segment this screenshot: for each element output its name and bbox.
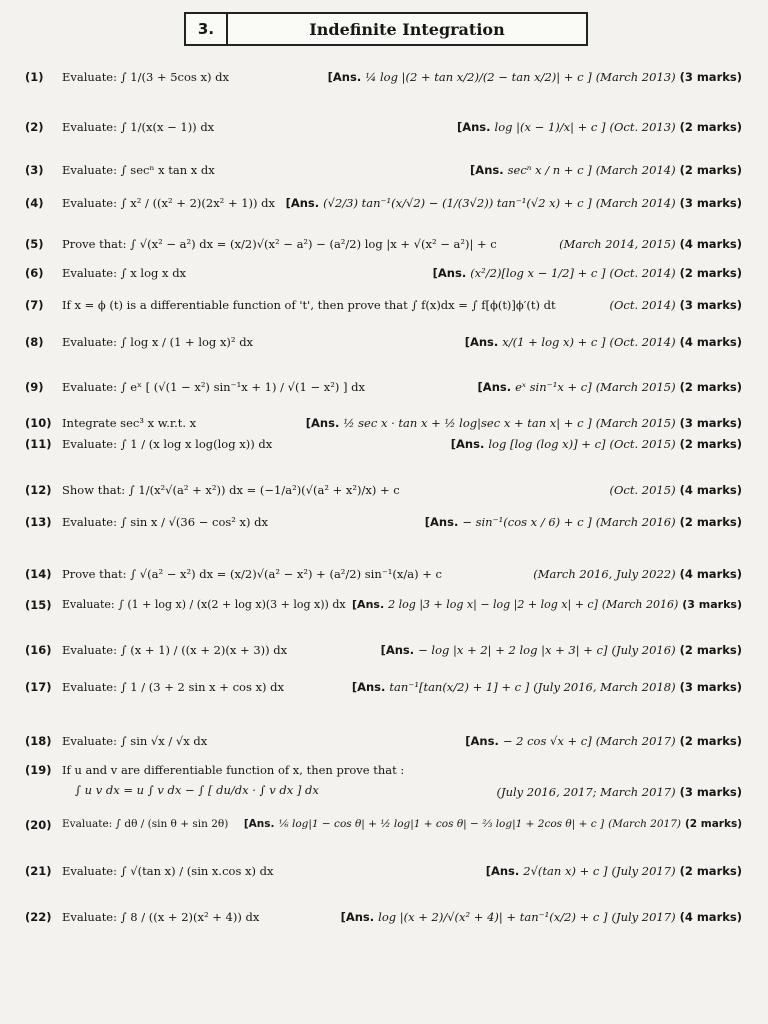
answer-block bbox=[352, 680, 742, 694]
question-text: Evaluate: ∫ (1 + log x) / (x(2 + log x)(3 + log x)) dx bbox=[62, 598, 346, 611]
question-text: Evaluate: ∫ 1 / (3 + 2 sin x + cos x) dx bbox=[62, 680, 284, 694]
marks-badge: (2 marks) bbox=[679, 380, 742, 394]
marks-badge: (2 marks) bbox=[679, 266, 742, 280]
answer-label: [Ans. bbox=[305, 416, 340, 430]
question-item bbox=[0, 237, 768, 261]
answer-text: secⁿ x / n + c ] bbox=[507, 163, 592, 177]
answer-label: [Ans. bbox=[456, 120, 491, 134]
answer-label: [Ans. bbox=[327, 70, 362, 84]
question-text: Evaluate: ∫ log x / (1 + log x)² dx bbox=[62, 335, 254, 349]
answer-block bbox=[606, 298, 742, 312]
exam-reference: (July 2017) bbox=[611, 864, 676, 878]
question-number: (3) bbox=[25, 163, 44, 177]
question-text: If x = ϕ (t) is a differentiable function of 't', then prove that ∫ f(x)dx = ∫ f[ϕ(t)]ϕ′(t) dt bbox=[62, 298, 556, 312]
question-item bbox=[0, 483, 768, 507]
answer-label: [Ans. bbox=[464, 335, 499, 349]
answer-text: x/(1 + log x) + c ] bbox=[502, 335, 606, 349]
exam-reference: (March 2013) bbox=[595, 70, 676, 84]
answer-block bbox=[352, 598, 742, 611]
chapter-title: Indefinite Integration bbox=[309, 19, 505, 39]
chapter-number: 3. bbox=[186, 14, 228, 44]
question-number: (5) bbox=[25, 237, 44, 251]
exam-reference: (Oct. 2015) bbox=[609, 437, 676, 451]
question-item bbox=[0, 266, 768, 290]
answer-label: [Ans. bbox=[477, 380, 512, 394]
exam-reference: (March 2014) bbox=[595, 163, 676, 177]
marks-badge: (4 marks) bbox=[679, 335, 742, 349]
question-number: (22) bbox=[25, 910, 52, 924]
answer-text: log |(x + 2)/√(x² + 4)| + tan⁻¹(x/2) + c ] bbox=[378, 910, 608, 924]
exam-reference: (July 2017) bbox=[611, 910, 676, 924]
answer-text: log |(x − 1)/x| + c ] bbox=[494, 120, 606, 134]
answer-label: [Ans. bbox=[465, 734, 499, 748]
question-text: Integrate sec³ x w.r.t. x bbox=[62, 416, 197, 430]
answer-block bbox=[328, 70, 742, 84]
answer-block bbox=[529, 567, 742, 581]
marks-badge: (4 marks) bbox=[679, 237, 742, 251]
question-item bbox=[0, 567, 768, 591]
exam-reference: (Oct. 2013) bbox=[609, 120, 676, 134]
exam-reference: (July 2016) bbox=[611, 643, 676, 657]
answer-text: − sin⁻¹(cos x / 6) + c ] bbox=[462, 515, 592, 529]
marks-badge: (2 marks) bbox=[679, 163, 742, 177]
question-text: Evaluate: ∫ √(tan x) / (sin x.cos x) dx bbox=[62, 864, 274, 878]
marks-badge: (3 marks) bbox=[682, 598, 742, 611]
question-item bbox=[0, 298, 768, 322]
marks-badge: (2 marks) bbox=[679, 864, 742, 878]
question-item bbox=[0, 515, 768, 539]
answer-label: [Ans. bbox=[285, 196, 320, 210]
marks-badge: (2 marks) bbox=[679, 437, 742, 451]
answer-text: ¼ log |(2 + tan x/2)/(2 − tan x/2)| + c ] bbox=[365, 70, 592, 84]
question-number: (1) bbox=[25, 70, 44, 84]
question-text: Evaluate: ∫ eˣ [ (√(1 − x²) sin⁻¹x + 1) / √(1 − x²) ] dx bbox=[62, 380, 365, 394]
question-number: (19) bbox=[25, 763, 52, 777]
answer-block bbox=[465, 335, 742, 349]
question-number: (16) bbox=[25, 643, 52, 657]
answer-text: 2√(tan x) + c ] bbox=[523, 864, 608, 878]
marks-badge: (3 marks) bbox=[679, 416, 742, 430]
question-item bbox=[0, 163, 768, 187]
answer-text: 2 log |3 + log x| − log |2 + log x| + c] bbox=[388, 598, 598, 611]
question-text: Evaluate: ∫ sin x / √(36 − cos² x) dx bbox=[62, 515, 269, 529]
exam-reference: (March 2017) bbox=[608, 818, 681, 830]
answer-label: [Ans. bbox=[450, 437, 485, 451]
answer-block bbox=[306, 416, 742, 430]
question-number: (7) bbox=[25, 298, 44, 312]
answer-text: (√2/3) tan⁻¹(x/√2) − (1/(3√2)) tan⁻¹(√2 x) + c ] bbox=[323, 196, 592, 210]
answer-text: ½ sec x · tan x + ½ log|sec x + tan x| + c ] bbox=[343, 416, 592, 430]
question-text: Prove that: ∫ √(a² − x²) dx = (x/2)√(a² − x²) + (a²/2) sin⁻¹(x/a) + c bbox=[62, 567, 442, 581]
question-formula: ∫ u v dx = u ∫ v dx − ∫ [ du/dx · ∫ v dx ] dx bbox=[75, 783, 319, 797]
question-number: (13) bbox=[25, 515, 52, 529]
question-text: Evaluate: ∫ 8 / ((x + 2)(x² + 4)) dx bbox=[62, 910, 260, 924]
answer-label: [Ans. bbox=[352, 598, 385, 611]
question-number: (15) bbox=[25, 598, 52, 612]
question-item bbox=[0, 120, 768, 144]
exam-reference: (March 2014) bbox=[595, 196, 676, 210]
question-text: Evaluate: ∫ 1/(3 + 5cos x) dx bbox=[62, 70, 229, 84]
answer-block bbox=[492, 785, 742, 799]
answer-label: [Ans. bbox=[470, 163, 504, 177]
exam-reference: (July 2016, March 2018) bbox=[533, 680, 676, 694]
question-item bbox=[0, 734, 768, 758]
question-number: (18) bbox=[25, 734, 52, 748]
answer-block bbox=[478, 380, 742, 394]
exam-reference: (March 2016, July 2022) bbox=[533, 567, 676, 581]
question-number: (9) bbox=[25, 380, 44, 394]
answer-text: − 2 cos √x + c] bbox=[502, 734, 592, 748]
question-text: Evaluate: ∫ (x + 1) / ((x + 2)(x + 3)) dx bbox=[62, 643, 288, 657]
question-item bbox=[0, 598, 768, 622]
question-text: Evaluate: ∫ x² / ((x² + 2)(2x² + 1)) dx bbox=[62, 196, 276, 210]
question-item bbox=[0, 335, 768, 359]
answer-block bbox=[433, 266, 742, 280]
exam-reference: (March 2015) bbox=[595, 416, 676, 430]
answer-text: − log |x + 2| + 2 log |x + 3| + c] bbox=[418, 643, 608, 657]
question-item bbox=[0, 864, 768, 888]
question-number: (21) bbox=[25, 864, 52, 878]
answer-block bbox=[555, 237, 742, 251]
question-number: (11) bbox=[25, 437, 52, 451]
answer-block bbox=[457, 120, 742, 134]
question-text: If u and v are differentiable function of x, then prove that : bbox=[62, 763, 405, 777]
answer-block bbox=[465, 734, 742, 748]
question-number: (4) bbox=[25, 196, 44, 210]
answer-label: [Ans. bbox=[485, 864, 520, 878]
question-item bbox=[0, 70, 768, 94]
marks-badge: (3 marks) bbox=[679, 196, 742, 210]
question-item bbox=[0, 196, 768, 220]
question-number: (14) bbox=[25, 567, 52, 581]
marks-badge: (3 marks) bbox=[679, 298, 742, 312]
chapter-title-box bbox=[184, 12, 588, 46]
question-number: (6) bbox=[25, 266, 44, 280]
answer-text: (x²/2)[log x − 1/2] + c ] bbox=[470, 266, 606, 280]
marks-badge: (3 marks) bbox=[679, 680, 742, 694]
answer-block bbox=[451, 437, 742, 451]
answer-text: ⅙ log|1 − cos θ| + ½ log|1 + cos θ| − ⅔ log|1 + 2cos θ| + c ] bbox=[278, 818, 605, 830]
answer-text: eˣ sin⁻¹x + c] bbox=[515, 380, 592, 394]
answer-block bbox=[341, 910, 742, 924]
answer-label: [Ans. bbox=[432, 266, 467, 280]
question-number: (17) bbox=[25, 680, 52, 694]
answer-label: [Ans. bbox=[351, 680, 386, 694]
marks-badge: (4 marks) bbox=[679, 567, 742, 581]
marks-badge: (2 marks) bbox=[679, 515, 742, 529]
exam-reference: (July 2016, 2017; March 2017) bbox=[496, 785, 676, 799]
question-item bbox=[0, 380, 768, 404]
question-item bbox=[0, 643, 768, 667]
answer-block bbox=[381, 643, 742, 657]
marks-badge: (2 marks) bbox=[685, 818, 742, 830]
question-number: (12) bbox=[25, 483, 52, 497]
question-text: Evaluate: ∫ 1 / (x log x log(log x)) dx bbox=[62, 437, 273, 451]
marks-badge: (2 marks) bbox=[679, 120, 742, 134]
question-text: Evaluate: ∫ secⁿ x tan x dx bbox=[62, 163, 215, 177]
question-text: Evaluate: ∫ dθ / (sin θ + sin 2θ) bbox=[62, 818, 229, 830]
question-text: Prove that: ∫ √(x² − a²) dx = (x/2)√(x² − a²) − (a²/2) log |x + √(x² − a²)| + c bbox=[62, 237, 497, 251]
exam-reference: (March 2017) bbox=[595, 734, 676, 748]
question-text: Show that: ∫ 1/(x²√(a² + x²)) dx = (−1/a²)(√(a² + x²)/x) + c bbox=[62, 483, 400, 497]
answer-block bbox=[470, 163, 742, 177]
question-item bbox=[0, 680, 768, 704]
exam-reference: (Oct. 2014) bbox=[609, 266, 676, 280]
question-item bbox=[0, 818, 768, 842]
question-item bbox=[0, 910, 768, 934]
exam-reference: (Oct. 2014) bbox=[609, 298, 676, 312]
marks-badge: (4 marks) bbox=[679, 910, 742, 924]
exam-reference: (Oct. 2015) bbox=[609, 483, 676, 497]
question-item bbox=[0, 437, 768, 461]
question-text: Evaluate: ∫ 1/(x(x − 1)) dx bbox=[62, 120, 215, 134]
answer-block bbox=[425, 515, 742, 529]
exam-reference: (March 2016) bbox=[601, 598, 679, 611]
answer-block bbox=[286, 196, 742, 210]
answer-block bbox=[486, 864, 742, 878]
answer-block bbox=[606, 483, 742, 497]
question-text: Evaluate: ∫ sin √x / √x dx bbox=[62, 734, 208, 748]
answer-block bbox=[244, 818, 742, 830]
question-text: Evaluate: ∫ x log x dx bbox=[62, 266, 187, 280]
exam-reference: (Oct. 2014) bbox=[609, 335, 676, 349]
marks-badge: (2 marks) bbox=[679, 734, 742, 748]
question-number: (2) bbox=[25, 120, 44, 134]
marks-badge: (3 marks) bbox=[679, 785, 742, 799]
question-number: (20) bbox=[25, 818, 52, 832]
answer-label: [Ans. bbox=[380, 643, 415, 657]
marks-badge: (2 marks) bbox=[679, 643, 742, 657]
marks-badge: (3 marks) bbox=[679, 70, 742, 84]
exam-reference: (March 2015) bbox=[595, 380, 676, 394]
answer-text: log [log (log x)] + c] bbox=[488, 437, 606, 451]
question-number: (10) bbox=[25, 416, 52, 430]
answer-text: tan⁻¹[tan(x/2) + 1] + c ] bbox=[389, 680, 530, 694]
answer-label: [Ans. bbox=[243, 818, 275, 830]
marks-badge: (4 marks) bbox=[679, 483, 742, 497]
exam-reference: (March 2016) bbox=[595, 515, 676, 529]
answer-label: [Ans. bbox=[424, 515, 459, 529]
answer-label: [Ans. bbox=[340, 910, 375, 924]
question-item bbox=[0, 763, 768, 803]
question-number: (8) bbox=[25, 335, 44, 349]
exam-reference: (March 2014, 2015) bbox=[559, 237, 676, 251]
